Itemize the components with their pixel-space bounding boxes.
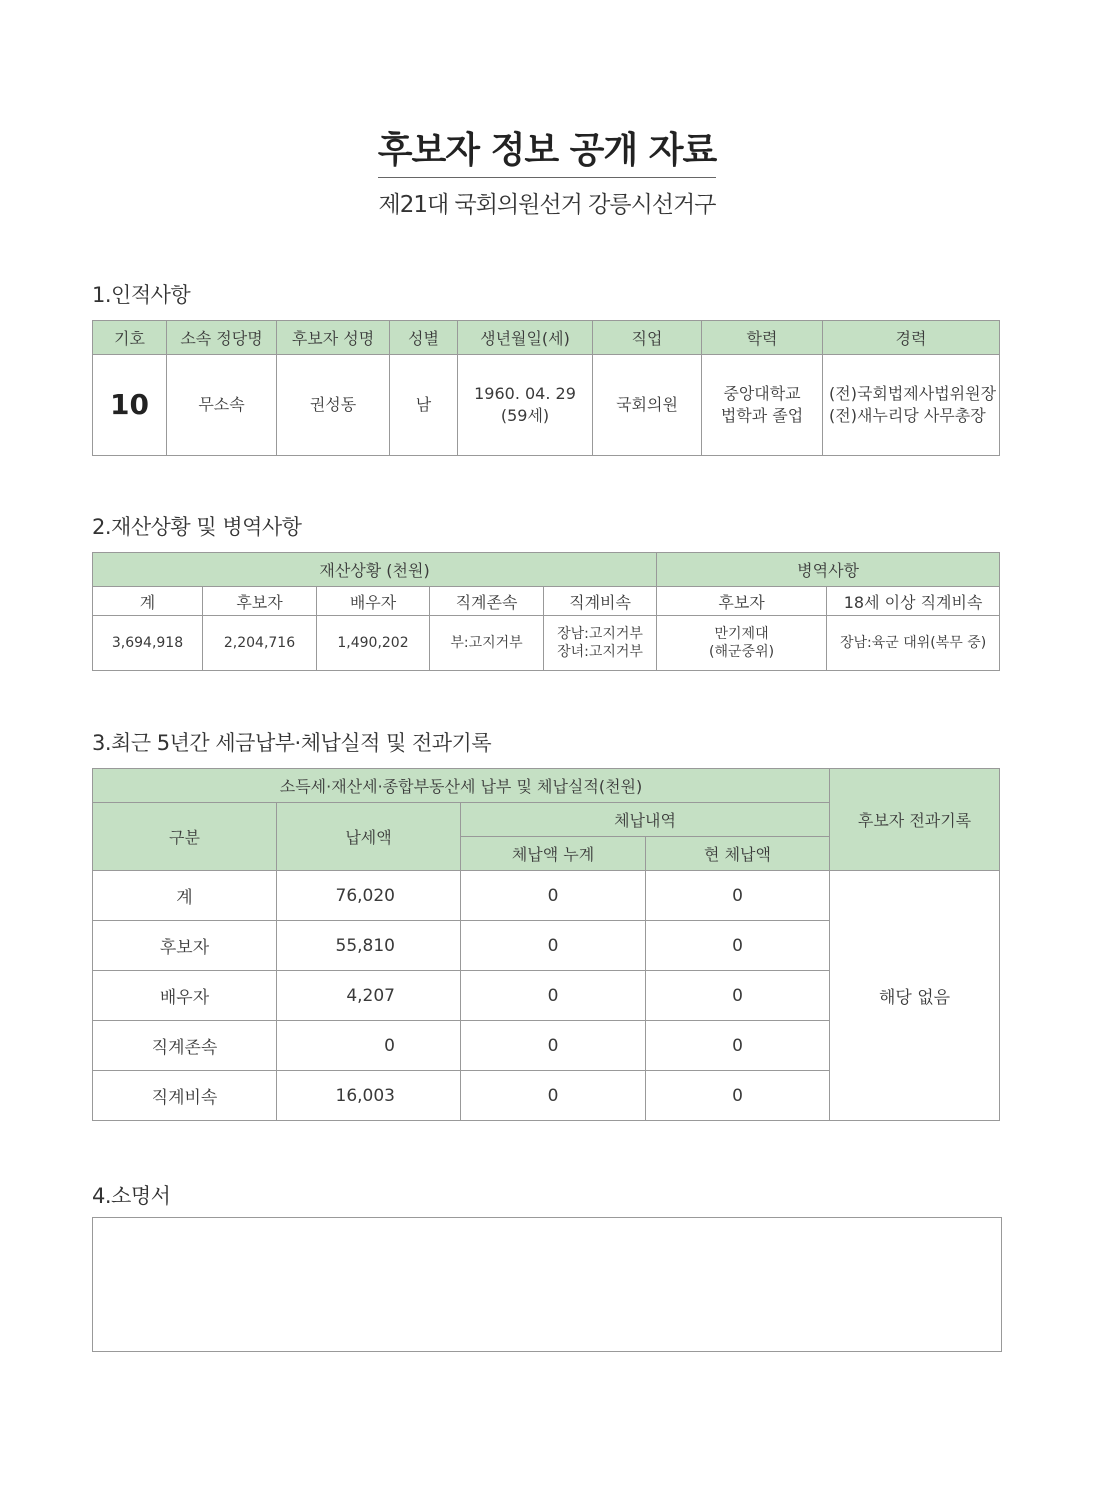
- header-arrears-current: 현 체납액: [646, 837, 830, 871]
- military-line-2: (해군중위): [709, 644, 775, 660]
- table-header-row: [93, 321, 1000, 355]
- document-subtitle: 제21대 국회의원선거 강릉시선거구: [378, 192, 716, 218]
- row-paid: 55,810: [277, 921, 461, 971]
- row-arrears-total: 0: [461, 1071, 646, 1121]
- birth-date: 1960. 04. 29: [474, 384, 576, 403]
- descendant-line-2: 장녀:고지거부: [557, 644, 643, 660]
- header-education: 학력: [702, 321, 823, 355]
- header-gender: 성별: [390, 321, 458, 355]
- table-header-row: [93, 553, 1000, 587]
- header-job: 직업: [593, 321, 702, 355]
- header-arrears-total: 체납액 누계: [461, 837, 646, 871]
- candidate-name: 권성동: [277, 355, 390, 456]
- military-candidate: [657, 616, 827, 671]
- header-number: 기호: [93, 321, 167, 355]
- row-arrears-current: 0: [646, 921, 830, 971]
- military-line-1: 만기제대: [714, 626, 769, 642]
- career-line-1: (전)국회법제사법위원장: [829, 384, 997, 403]
- military-descendant: 장남:육군 대위(복무 중): [827, 616, 1000, 671]
- tax-criminal-table: [92, 768, 1000, 1121]
- section-4-title: 4.소명서: [92, 1184, 171, 1208]
- header-career: 경력: [823, 321, 1000, 355]
- document-title: 후보자 정보 공개 자료: [378, 122, 717, 178]
- row-paid: 76,020: [277, 871, 461, 921]
- birth-age: (59세): [500, 406, 550, 425]
- education-line-1: 중앙대학교: [723, 384, 801, 403]
- candidate-number: 10: [93, 355, 167, 456]
- candidate-career: [823, 355, 1000, 456]
- section-1-title: 1.인적사항: [92, 283, 191, 307]
- table-subheader-row: [93, 587, 1000, 616]
- subheader-spouse: 배우자: [317, 587, 430, 616]
- row-arrears-current: 0: [646, 871, 830, 921]
- table-header-row: [93, 769, 1000, 803]
- header-arrears: 체납내역: [461, 803, 830, 837]
- row-label: 배우자: [93, 971, 277, 1021]
- row-arrears-current: 0: [646, 1071, 830, 1121]
- subheader-military-descendant: 18세 이상 직계비속: [827, 587, 1000, 616]
- criminal-header: 후보자 전과기록: [830, 769, 1000, 871]
- subheader-military-candidate: 후보자: [657, 587, 827, 616]
- header-party: 소속 정당명: [167, 321, 277, 355]
- row-arrears-current: 0: [646, 1021, 830, 1071]
- row-label: 직계비속: [93, 1071, 277, 1121]
- header-paid: 납세액: [277, 803, 461, 871]
- table-row: [93, 871, 1000, 921]
- row-arrears-total: 0: [461, 971, 646, 1021]
- property-header: 재산상황 (천원): [93, 553, 657, 587]
- property-military-table: [92, 552, 1000, 671]
- section-2-title: 2.재산상황 및 병역사항: [92, 515, 302, 539]
- education-line-2: 법학과 졸업: [720, 406, 804, 425]
- property-total: 3,694,918: [93, 616, 203, 671]
- row-label: 후보자: [93, 921, 277, 971]
- property-spouse: 1,490,202: [317, 616, 430, 671]
- career-line-2: (전)새누리당 사무총장: [829, 406, 986, 425]
- row-paid: 0: [277, 1021, 461, 1071]
- header-birth: 생년월일(세): [458, 321, 593, 355]
- table-row: [93, 355, 1000, 456]
- property-ascendant: 부:고지거부: [430, 616, 544, 671]
- tax-header: 소득세·재산세·종합부동산세 납부 및 체납실적(천원): [93, 769, 830, 803]
- candidate-birth: [458, 355, 593, 456]
- row-paid: 16,003: [277, 1071, 461, 1121]
- document-header: [0, 122, 1094, 219]
- military-header: 병역사항: [657, 553, 1000, 587]
- row-arrears-current: 0: [646, 971, 830, 1021]
- property-candidate: 2,204,716: [203, 616, 317, 671]
- section-3-title: 3.최근 5년간 세금납부·체납실적 및 전과기록: [92, 731, 492, 755]
- row-label: 직계존속: [93, 1021, 277, 1071]
- subheader-descendant: 직계비속: [544, 587, 657, 616]
- header-category: 구분: [93, 803, 277, 871]
- table-row: [93, 616, 1000, 671]
- personal-info-table: [92, 320, 1000, 456]
- candidate-party: 무소속: [167, 355, 277, 456]
- row-arrears-total: 0: [461, 921, 646, 971]
- property-descendant: [544, 616, 657, 671]
- criminal-record: 해당 없음: [830, 871, 1000, 1121]
- candidate-gender: 남: [390, 355, 458, 456]
- row-arrears-total: 0: [461, 871, 646, 921]
- row-paid: 4,207: [277, 971, 461, 1021]
- candidate-job: 국회의원: [593, 355, 702, 456]
- descendant-line-1: 장남:고지거부: [557, 626, 643, 642]
- subheader-total: 계: [93, 587, 203, 616]
- row-arrears-total: 0: [461, 1021, 646, 1071]
- candidate-education: [702, 355, 823, 456]
- subheader-candidate: 후보자: [203, 587, 317, 616]
- header-name: 후보자 성명: [277, 321, 390, 355]
- subheader-ascendant: 직계존속: [430, 587, 544, 616]
- row-label: 계: [93, 871, 277, 921]
- statement-box: [92, 1217, 1002, 1352]
